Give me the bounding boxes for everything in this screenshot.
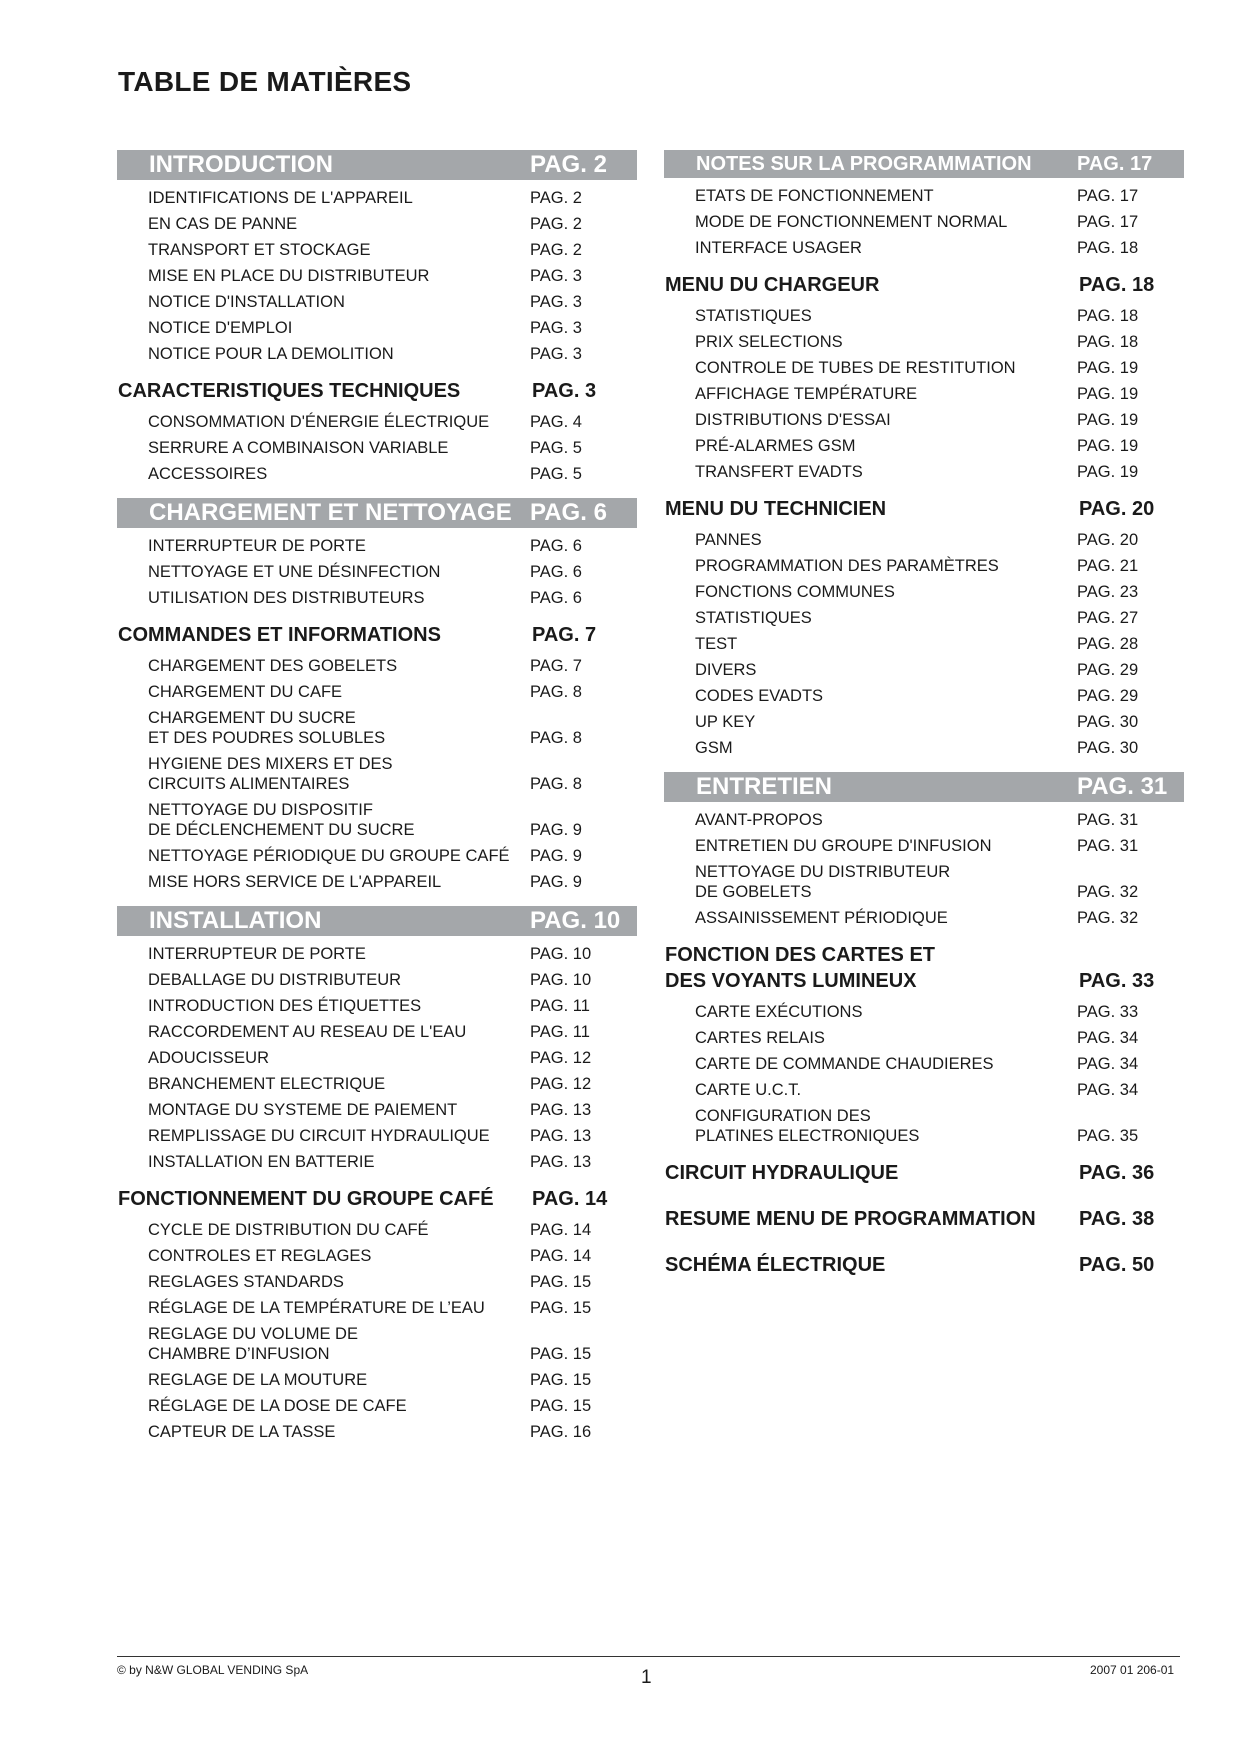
toc-entry[interactable] (664, 462, 1184, 482)
toc-entry[interactable] (117, 412, 637, 432)
entry-list (117, 944, 637, 1172)
entry-title: NOTICE D'INSTALLATION (148, 293, 345, 311)
toc-section (117, 378, 637, 484)
entry-title: PRÉ-ALARMES GSM (695, 437, 856, 455)
entry-title: NETTOYAGE ET UNE DÉSINFECTION (148, 563, 441, 581)
toc-entry[interactable] (664, 608, 1184, 628)
toc-entry[interactable] (117, 562, 637, 582)
footer-divider (117, 1656, 1180, 1657)
toc-entry[interactable] (117, 1272, 637, 1292)
section-title: ENTRETIEN (696, 773, 833, 800)
toc-entry[interactable] (117, 292, 637, 312)
section-title: CARACTERISTIQUES TECHNIQUES (118, 380, 461, 402)
entry-title: DEBALLAGE DU DISTRIBUTEUR (148, 971, 402, 989)
toc-section (117, 906, 637, 1172)
toc-entry[interactable] (664, 212, 1184, 232)
entry-page: PAG. 8 (530, 683, 582, 701)
entry-title: NOTICE POUR LA DEMOLITION (148, 345, 394, 363)
toc-entry[interactable] (664, 738, 1184, 758)
toc-entry[interactable] (117, 318, 637, 338)
entry-title: INSTALLATION EN BATTERIE (148, 1153, 375, 1171)
entry-page: PAG. 34 (1077, 1055, 1139, 1073)
toc-section (664, 942, 1184, 1146)
section-title: NOTES SUR LA PROGRAMMATION (696, 152, 1032, 175)
section-page: PAG. 10 (530, 907, 621, 934)
toc-section (117, 622, 637, 892)
entry-title: CONTROLES ET REGLAGES (148, 1247, 372, 1265)
entry-page: PAG. 18 (1077, 307, 1139, 325)
section-title: FONCTIONNEMENT DU GROUPE CAFÉ (118, 1188, 494, 1210)
section-title: CHARGEMENT ET NETTOYAGE (149, 499, 512, 526)
entry-title: SERRURE A COMBINAISON VARIABLE (148, 439, 449, 457)
toc-entry[interactable] (117, 240, 637, 260)
toc-entry[interactable] (664, 1106, 1184, 1146)
entry-page: PAG. 19 (1077, 385, 1139, 403)
footer-page-number: 1 (641, 1667, 652, 1688)
section-heading[interactable] (664, 150, 1184, 178)
entry-list (664, 530, 1184, 758)
entry-title: TRANSPORT ET STOCKAGE (148, 241, 371, 259)
toc-entry[interactable] (664, 410, 1184, 430)
toc-entry[interactable] (664, 332, 1184, 352)
section-title: CIRCUIT HYDRAULIQUE (665, 1162, 899, 1184)
entry-title: NETTOYAGE DU DISTRIBUTEUR DE GOBELETS (695, 863, 951, 901)
toc-entry[interactable] (664, 1002, 1184, 1022)
entry-page: PAG. 20 (1077, 531, 1139, 549)
entry-page: PAG. 5 (530, 465, 582, 483)
entry-title: MISE EN PLACE DU DISTRIBUTEUR (148, 267, 430, 285)
entry-title: HYGIENE DES MIXERS ET DES CIRCUITS ALIMENTAIRES (148, 755, 393, 793)
entry-page: PAG. 8 (530, 729, 582, 747)
toc-entry[interactable] (117, 1422, 637, 1442)
section-heading[interactable] (664, 496, 1184, 522)
entry-title: CYCLE DE DISTRIBUTION DU CAFÉ (148, 1221, 429, 1239)
entry-page: PAG. 18 (1077, 239, 1139, 257)
entry-title: INTERRUPTEUR DE PORTE (148, 945, 366, 963)
entry-page: PAG. 29 (1077, 661, 1139, 679)
entry-title: EN CAS DE PANNE (148, 215, 298, 233)
entry-page: PAG. 10 (530, 945, 592, 963)
section-title: FONCTION DES CARTES ET DES VOYANTS LUMINEUX (665, 944, 936, 992)
toc-entry[interactable] (117, 970, 637, 990)
entry-list (117, 656, 637, 892)
toc-left-column (117, 150, 637, 1456)
entry-page: PAG. 14 (530, 1247, 592, 1265)
entry-page: PAG. 9 (530, 821, 582, 839)
section-heading[interactable] (117, 906, 637, 936)
toc-entry[interactable] (117, 464, 637, 484)
page-title: TABLE DE MATIÈRES (118, 66, 412, 97)
toc-entry[interactable] (664, 908, 1184, 928)
entry-page: PAG. 7 (530, 657, 582, 675)
section-page: PAG. 18 (1079, 274, 1155, 296)
toc-entry[interactable] (664, 1054, 1184, 1074)
toc-entry[interactable] (664, 238, 1184, 258)
entry-title: REGLAGE DE LA MOUTURE (148, 1371, 368, 1389)
section-heading[interactable] (664, 272, 1184, 298)
entry-title: CHARGEMENT DU CAFE (148, 683, 343, 701)
section-heading[interactable] (117, 498, 637, 528)
entry-title: IDENTIFICATIONS DE L'APPAREIL (148, 189, 413, 207)
entry-title: ADOUCISSEUR (148, 1049, 270, 1067)
section-page: PAG. 33 (1079, 970, 1155, 992)
entry-page: PAG. 19 (1077, 463, 1139, 481)
toc-right-column (664, 150, 1184, 1298)
entry-title: FONCTIONS COMMUNES (695, 583, 895, 601)
section-heading[interactable] (664, 1252, 1184, 1278)
entry-page: PAG. 32 (1077, 883, 1139, 901)
toc-entry[interactable] (117, 1152, 637, 1172)
toc-entry[interactable] (664, 530, 1184, 550)
entry-page: PAG. 18 (1077, 333, 1139, 351)
entry-list (664, 306, 1184, 482)
section-page: PAG. 50 (1079, 1254, 1155, 1276)
toc-section (117, 498, 637, 608)
entry-title: CONFIGURATION DES PLATINES ELECTRONIQUES (695, 1107, 920, 1145)
toc-entry[interactable] (664, 810, 1184, 830)
toc-entry[interactable] (664, 836, 1184, 856)
section-page: PAG. 20 (1079, 498, 1155, 520)
entry-title: STATISTIQUES (695, 609, 812, 627)
entry-title: AVANT-PROPOS (695, 811, 823, 829)
toc-entry[interactable] (664, 582, 1184, 602)
entry-page: PAG. 5 (530, 439, 582, 457)
section-page: PAG. 3 (532, 380, 597, 402)
section-title: INSTALLATION (149, 907, 322, 934)
entry-page: PAG. 2 (530, 241, 582, 259)
entry-page: PAG. 13 (530, 1101, 592, 1119)
section-title: MENU DU TECHNICIEN (665, 498, 887, 520)
entry-title: INTRODUCTION DES ÉTIQUETTES (148, 997, 422, 1015)
entry-page: PAG. 23 (1077, 583, 1139, 601)
toc-entry[interactable] (117, 800, 637, 840)
entry-page: PAG. 14 (530, 1221, 592, 1239)
entry-list (117, 412, 637, 484)
section-title: SCHÉMA ÉLECTRIQUE (665, 1254, 886, 1276)
section-heading[interactable] (664, 1206, 1184, 1232)
toc-entry[interactable] (117, 996, 637, 1016)
toc-entry[interactable] (117, 188, 637, 208)
entry-page: PAG. 16 (530, 1423, 592, 1441)
entry-page: PAG. 11 (530, 997, 590, 1015)
entry-title: ASSAINISSEMENT PÉRIODIQUE (695, 909, 948, 927)
entry-page: PAG. 8 (530, 775, 582, 793)
toc-entry[interactable] (117, 588, 637, 608)
footer-copyright: © by N&W GLOBAL VENDING SpA (117, 1663, 309, 1677)
entry-page: PAG. 11 (530, 1023, 590, 1041)
entry-title: ACCESSOIRES (148, 465, 268, 483)
entry-list (117, 1220, 637, 1442)
entry-list (664, 1002, 1184, 1146)
toc-entry[interactable] (664, 862, 1184, 902)
toc-entry[interactable] (117, 1220, 637, 1240)
entry-page: PAG. 2 (530, 189, 582, 207)
toc-entry[interactable] (117, 682, 637, 702)
entry-page: PAG. 19 (1077, 359, 1139, 377)
entry-title: UP KEY (695, 713, 756, 731)
entry-list (117, 536, 637, 608)
entry-title: STATISTIQUES (695, 307, 812, 325)
footer-doc-code: 2007 01 206-01 (1090, 1663, 1175, 1677)
entry-title: CARTE U.C.T. (695, 1081, 802, 1099)
entry-title: PROGRAMMATION DES PARAMÈTRES (695, 557, 999, 575)
entry-title: REGLAGE DU VOLUME DE CHAMBRE D’INFUSION (148, 1325, 358, 1363)
entry-page: PAG. 6 (530, 563, 582, 581)
toc-entry[interactable] (117, 536, 637, 556)
entry-title: RÉGLAGE DE LA TEMPÉRATURE DE L’EAU (148, 1299, 485, 1317)
toc-section (664, 772, 1184, 928)
entry-title: MONTAGE DU SYSTEME DE PAIEMENT (148, 1101, 458, 1119)
entry-page: PAG. 15 (530, 1299, 592, 1317)
entry-title: ETATS DE FONCTIONNEMENT (695, 187, 934, 205)
entry-list (664, 186, 1184, 258)
toc-section (664, 1206, 1184, 1232)
entry-page: PAG. 31 (1077, 837, 1139, 855)
entry-title: REGLAGES STANDARDS (148, 1273, 344, 1291)
entry-page: PAG. 9 (530, 873, 582, 891)
entry-title: BRANCHEMENT ELECTRIQUE (148, 1075, 386, 1093)
section-title: MENU DU CHARGEUR (665, 274, 880, 296)
toc-entry[interactable] (117, 846, 637, 866)
toc-entry[interactable] (664, 660, 1184, 680)
toc-entry[interactable] (664, 686, 1184, 706)
toc-entry[interactable] (117, 214, 637, 234)
entry-page: PAG. 3 (530, 293, 582, 311)
section-page: PAG. 2 (530, 151, 607, 178)
entry-page: PAG. 30 (1077, 713, 1139, 731)
toc-entry[interactable] (664, 1080, 1184, 1100)
entry-title: INTERRUPTEUR DE PORTE (148, 537, 366, 555)
entry-page: PAG. 15 (530, 1397, 592, 1415)
entry-page: PAG. 12 (530, 1075, 592, 1093)
entry-page: PAG. 15 (530, 1273, 592, 1291)
toc-section (664, 1252, 1184, 1278)
section-heading[interactable] (664, 1160, 1184, 1186)
toc-section (664, 150, 1184, 258)
entry-title: GSM (695, 739, 733, 757)
entry-page: PAG. 17 (1077, 213, 1139, 231)
toc-entry[interactable] (117, 656, 637, 676)
entry-page: PAG. 15 (530, 1371, 592, 1389)
entry-page: PAG. 3 (530, 319, 582, 337)
section-title: COMMANDES ET INFORMATIONS (118, 624, 441, 646)
toc-section (117, 1186, 637, 1442)
toc-entry[interactable] (664, 306, 1184, 326)
section-title: RESUME MENU DE PROGRAMMATION (665, 1208, 1036, 1230)
entry-page: PAG. 19 (1077, 411, 1139, 429)
toc-entry[interactable] (664, 712, 1184, 732)
section-page: PAG. 17 (1077, 152, 1153, 175)
section-page: PAG. 31 (1077, 773, 1168, 800)
entry-title: CODES EVADTS (695, 687, 824, 705)
entry-title: NETTOYAGE DU DISPOSITIF DE DÉCLENCHEMENT DU SUCRE (148, 801, 415, 839)
entry-title: RACCORDEMENT AU RESEAU DE L'EAU (148, 1023, 467, 1041)
section-page: PAG. 36 (1079, 1162, 1155, 1184)
toc-entry[interactable] (117, 1074, 637, 1094)
section-page: PAG. 6 (530, 499, 607, 526)
entry-page: PAG. 34 (1077, 1029, 1139, 1047)
toc-entry[interactable] (664, 634, 1184, 654)
entry-page: PAG. 15 (530, 1345, 592, 1363)
toc-entry[interactable] (117, 1048, 637, 1068)
entry-title: CARTE EXÉCUTIONS (695, 1003, 863, 1021)
entry-title: NOTICE D'EMPLOI (148, 319, 293, 337)
toc-entry[interactable] (664, 186, 1184, 206)
section-heading[interactable] (117, 378, 637, 404)
toc-entry[interactable] (117, 872, 637, 892)
toc-entry[interactable] (664, 436, 1184, 456)
entry-title: PANNES (695, 531, 762, 549)
entry-page: PAG. 29 (1077, 687, 1139, 705)
entry-title: TRANSFERT EVADTS (695, 463, 863, 481)
entry-page: PAG. 13 (530, 1153, 592, 1171)
entry-page: PAG. 34 (1077, 1081, 1139, 1099)
entry-page: PAG. 13 (530, 1127, 592, 1145)
entry-title: DIVERS (695, 661, 757, 679)
section-heading[interactable] (117, 622, 637, 648)
toc-entry[interactable] (664, 384, 1184, 404)
toc-entry[interactable] (117, 1246, 637, 1266)
entry-page: PAG. 12 (530, 1049, 592, 1067)
entry-page: PAG. 32 (1077, 909, 1139, 927)
entry-page: PAG. 9 (530, 847, 582, 865)
entry-page: PAG. 2 (530, 215, 582, 233)
entry-title: NETTOYAGE PÉRIODIQUE DU GROUPE CAFÉ (148, 847, 510, 865)
entry-page: PAG. 3 (530, 345, 582, 363)
entry-title: INTERFACE USAGER (695, 239, 862, 257)
section-title: INTRODUCTION (149, 151, 333, 178)
entry-title: UTILISATION DES DISTRIBUTEURS (148, 589, 425, 607)
toc-entry[interactable] (117, 1100, 637, 1120)
entry-title: RÉGLAGE DE LA DOSE DE CAFE (148, 1397, 407, 1415)
toc-section (117, 150, 637, 364)
toc-entry[interactable] (117, 944, 637, 964)
entry-page: PAG. 28 (1077, 635, 1139, 653)
entry-page: PAG. 10 (530, 971, 592, 989)
entry-title: CONTROLE DE TUBES DE RESTITUTION (695, 359, 1016, 377)
entry-page: PAG. 35 (1077, 1127, 1139, 1145)
entry-title: ENTRETIEN DU GROUPE D'INFUSION (695, 837, 992, 855)
toc-entry[interactable] (664, 1028, 1184, 1048)
toc-entry[interactable] (664, 556, 1184, 576)
entry-page: PAG. 4 (530, 413, 582, 431)
toc-entry[interactable] (117, 1298, 637, 1318)
entry-title: CAPTEUR DE LA TASSE (148, 1423, 336, 1441)
toc-entry[interactable] (117, 1126, 637, 1146)
toc-entry[interactable] (117, 708, 637, 748)
entry-page: PAG. 19 (1077, 437, 1139, 455)
entry-title: MISE HORS SERVICE DE L'APPAREIL (148, 873, 442, 891)
entry-page: PAG. 27 (1077, 609, 1139, 627)
toc-entry[interactable] (117, 1022, 637, 1042)
section-page: PAG. 14 (532, 1188, 608, 1210)
entry-title: CHARGEMENT DU SUCRE ET DES POUDRES SOLUBLES (148, 709, 386, 747)
entry-title: TEST (695, 635, 738, 653)
section-heading[interactable] (664, 772, 1184, 802)
entry-title: CARTES RELAIS (695, 1029, 825, 1047)
section-page: PAG. 7 (532, 624, 597, 646)
entry-title: CHARGEMENT DES GOBELETS (148, 657, 398, 675)
entry-page: PAG. 21 (1077, 557, 1139, 575)
section-heading[interactable] (117, 150, 637, 180)
entry-page: PAG. 6 (530, 589, 582, 607)
entry-page: PAG. 17 (1077, 187, 1139, 205)
entry-title: REMPLISSAGE DU CIRCUIT HYDRAULIQUE (148, 1127, 490, 1145)
toc-entry[interactable] (117, 754, 637, 794)
entry-title: MODE DE FONCTIONNEMENT NORMAL (695, 213, 1008, 231)
entry-title: CARTE DE COMMANDE CHAUDIERES (695, 1055, 994, 1073)
entry-page: PAG. 30 (1077, 739, 1139, 757)
toc-entry[interactable] (117, 1396, 637, 1416)
entry-page: PAG. 31 (1077, 811, 1139, 829)
toc-section (664, 1160, 1184, 1186)
toc-section (664, 272, 1184, 482)
toc-entry[interactable] (117, 344, 637, 364)
toc-section (664, 496, 1184, 758)
entry-title: DISTRIBUTIONS D'ESSAI (695, 411, 891, 429)
section-heading[interactable] (664, 942, 1184, 994)
section-heading[interactable] (117, 1186, 637, 1212)
toc-entry[interactable] (117, 1324, 637, 1364)
toc-entry[interactable] (117, 438, 637, 458)
entry-title: PRIX SELECTIONS (695, 333, 843, 351)
section-page: PAG. 38 (1079, 1208, 1155, 1230)
entry-page: PAG. 6 (530, 537, 582, 555)
toc-entry[interactable] (117, 266, 637, 286)
toc-entry[interactable] (117, 1370, 637, 1390)
entry-list (117, 188, 637, 364)
entry-title: AFFICHAGE TEMPÉRATURE (695, 385, 918, 403)
entry-page: PAG. 3 (530, 267, 582, 285)
entry-list (664, 810, 1184, 928)
toc-entry[interactable] (664, 358, 1184, 378)
entry-title: CONSOMMATION D'ÉNERGIE ÉLECTRIQUE (148, 413, 490, 431)
entry-page: PAG. 33 (1077, 1003, 1139, 1021)
